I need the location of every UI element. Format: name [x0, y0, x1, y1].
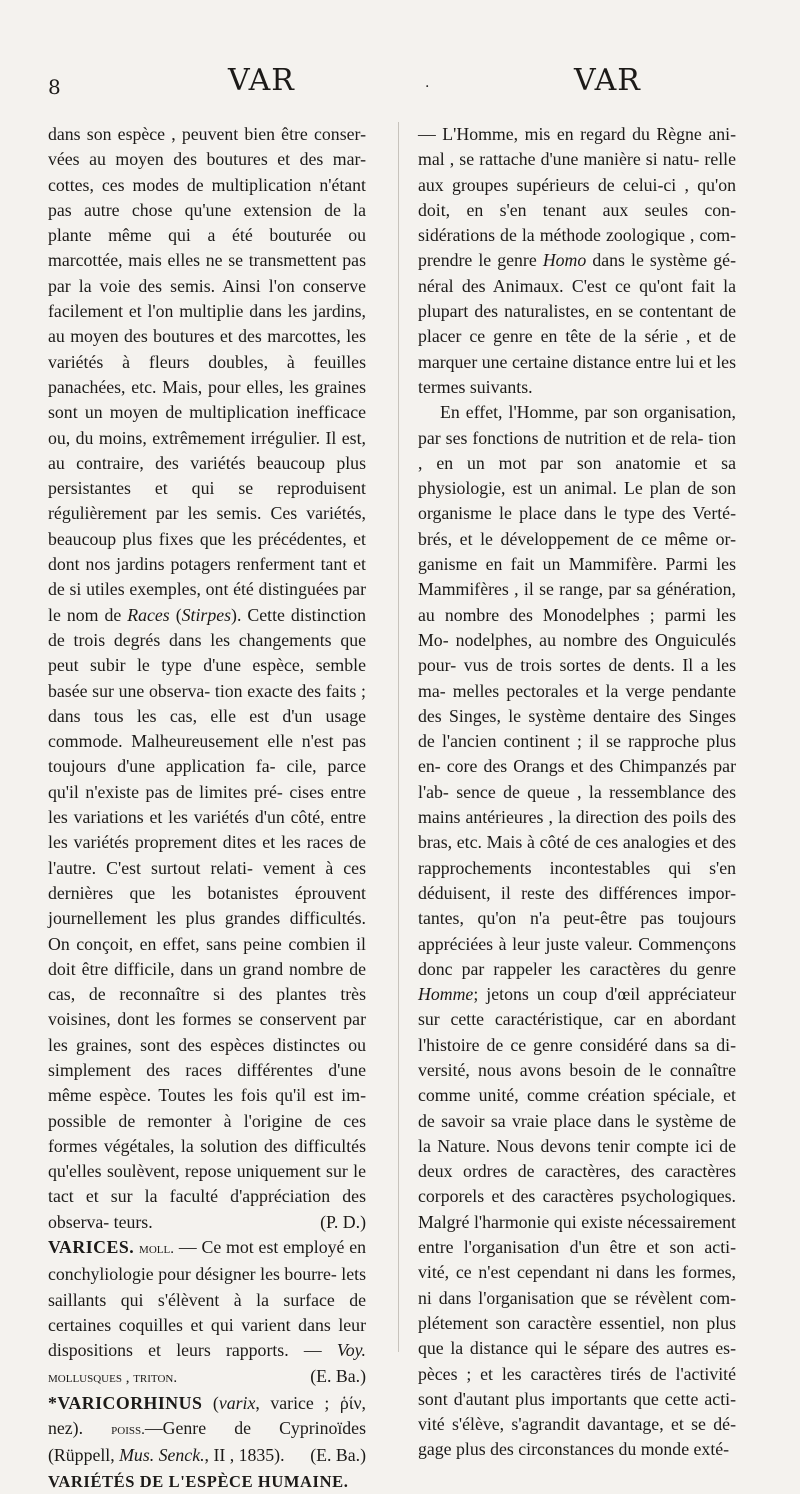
headword-varietes-espece-humaine: VARIÉTÉS DE L'ESPÈCE HUMAINE. [48, 1471, 349, 1491]
entry-varicorhinus: *VARICORHINUS (varix, varice ; ῥίν, nez). poiss.—Genre de Cyprinoïdes (Rüppell, Mus. Senck., II , 1835). (E. Ba.) [48, 1391, 366, 1469]
page-number: 8 [48, 75, 62, 99]
column-divider [398, 122, 399, 1352]
right-column [418, 122, 736, 1463]
header-separator: · [425, 79, 431, 95]
entry-varices: VARICES. moll. — Ce mot est employé en conchyliologie pour désigner les bourre- lets saillants qui s'élèvent à la surface de certaines coquilles et qui varient dans leur dispositions et leurs rapports. — Voy. mollusques , triton. (E. Ba.) [48, 1235, 366, 1391]
left-running-title: VAR [228, 63, 295, 98]
headword-varicorhinus: *VARICORHINUS [48, 1392, 203, 1413]
author-signature: (P. D.) [320, 1211, 366, 1232]
headword-varices: VARICES. [48, 1237, 135, 1258]
paragraph-homme-regne-animal: — L'Homme, mis en regard du Règne ani- mal , se rattache d'une manière si natu- relle aux groupes supérieurs de celui-ci , qu'on doit, en s'en tenant aux seules con- sidérations de la méthode zoologique , com- prendre le genre Homo dans le système gé- néral des Animaux. C'est ce qu'ont fait la plupart des naturalistes, en se contentant de placer ce genre en tête de la série , et de marquer une certaine distance entre lui et les termes suivants. [418, 124, 736, 397]
running-header [0, 64, 800, 104]
author-signature: (E. Ba.) [310, 1365, 366, 1386]
paragraph-varietes-vegetales: dans son espèce , peuvent bien être conser- vées au moyen des boutures et des mar- cottes, ces modes de multiplication n'étant pas autre chose qu'une extension de la plante même qui a été bouturée ou marcottée, mais elles ne se transmettent pas par la voie des semis. Ainsi l'on conserve facilement et l'on multiplie dans les jardins, au moyen des boutures et des marcottes, les variétés à fleurs doubles, à feuilles panachées, etc. Mais, pour elles, les graines sont un moyen de multiplication inefficace ou, du moins, extrêmement irrégulier. Il est, au contraire, des variétés beaucoup plus persistantes et qui se reproduisent régulièrement par les semis. Ces variétés, beaucoup plus fixes que les précédentes, et dont nos jardins potagers renferment tant et de si utiles exemples, ont été distinguées par le nom de Races (Stirpes). Cette distinction de trois degrés dans les changements que peut subir le type d'une espèce, semble basée sur une observa- tion exacte des faits ; dans tous les cas, elle est d'un usage commode. Malheureusement elle n'est pas toujours d'une application fa- cile, parce qu'il n'existe pas de limites pré- cises entre les variations et les variétés d'un côté, entre les variétés proprement dites et les races de l'autre. C'est surtout relati- vement à ces dernières que les botanistes éprouvent journellement les plus grandes difficultés. On conçoit, en effet, sans peine combien il doit être difficile, dans un grand nombre de cas, de reconnaître si des plantes très voisines, dont les formes se conservent par les graines, sont des espèces distinctes ou simplement des races différentes d'une même espèce. Toutes les fois qu'il est im- possible de remonter à l'origine de ces formes végétales, la solution des difficultés qu'elles soulèvent, repose uniquement sur le tact et sur la faculté d'appréciation des observa- teurs. (P. D.) [48, 122, 366, 1235]
left-column [48, 122, 366, 1494]
entry-varietes-espece-humaine [48, 1469, 366, 1494]
right-running-title: VAR [574, 63, 641, 98]
paragraph-organisation-homme: En effet, l'Homme, par son organisation, par ses fonctions de nutrition et de rela- tion , en un mot par son anatomie et sa physiologie, est un animal. Le plan de son organisme le place dans le type des Verté- brés, et le développement de ce même or- ganisme en fait un Mammifère. Parmi les Mammifères , il se range, par sa génération, au nombre des Monodelphes ; parmi les Mo- nodelphes, au nombre des Onguiculés pour- vus de trois sortes de dents. Il a les ma- melles pectorales et la verge pendante des Singes, le système dentaire des Singes de l'ancien continent ; il se rapproche plus en- core des Orangs et des Chimpanzés par l'ab- sence de queue , la ressemblance des mains antérieures , la direction des poils des bras, etc. Mais à côté de ces analogies et des rapprochements incontestables qui s'en déduisent, il reste des différences impor- tantes, qu'on n'a peut-être pas toujours appréciées à leur juste valeur. Commençons donc par rappeler les caractères du genre Homme; jetons un coup d'œil appréciateur sur cette caractéristique, car en abordant l'histoire de ce genre considéré dans sa di- versité, nous avons besoin de le connaître comme unité, comme création spéciale, et de savoir sa vraie place dans le système de la Nature. Nous devons tenir compte ici de deux ordres de caractères, des caractères corporels et des caractères psychologiques. Malgré l'harmonie qui existe nécessairement entre l'organisation d'un être et son acti- vité, ce n'est cependant ni dans les formes, ni dans l'organisation que se révèlent com- plétement son caractère essentiel, non plus que la distance qui le sépare des autres es- pèces ; et les caractères tirés de l'activité sont d'autant plus importants que cette acti- vité s'élève, s'agrandit davantage, et se dé- gage plus des circonstances du monde exté- [418, 402, 736, 1460]
author-signature: (E. Ba.) [310, 1445, 366, 1466]
